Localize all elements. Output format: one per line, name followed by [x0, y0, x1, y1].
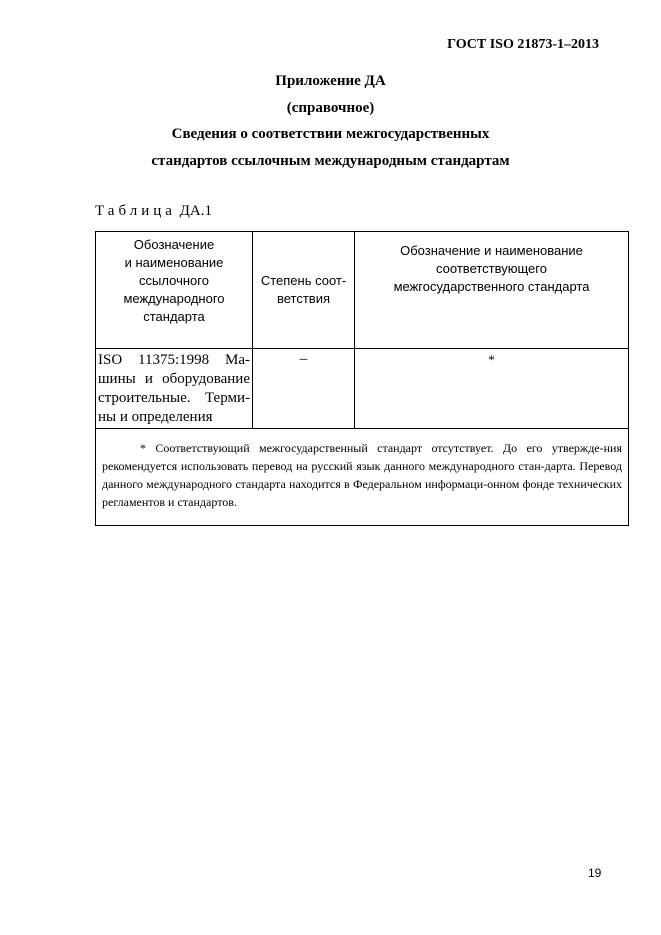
appendix-type: (справочное): [286, 100, 375, 116]
header-col3-line: Обозначение и наименование: [400, 243, 583, 258]
cell-degree: –: [253, 349, 355, 429]
table-row: [96, 349, 629, 429]
table-footnote-row: [96, 429, 629, 526]
footnote-cell: [96, 429, 629, 526]
header-interstate-standard: [355, 232, 629, 349]
table-caption: [95, 203, 212, 220]
header-col2-line: Степень соот-: [260, 273, 347, 288]
footnote-text: * Соответствующий межгосударственный стандарт отсутствует. До его утвержде-ния рекомендуется использовать перевод на русский язык данного международного стан-дарта. Перевод данного международного стандарта находится в Федеральном информаци-онном фонде технических регламентов и стандартов.: [102, 441, 622, 509]
document-code: ГОСТ ISO 21873-1–2013: [447, 37, 599, 52]
cell-reference-standard: ISO 11375:1998 Ма-шины и оборудование строительные. Терми-ны и определения: [96, 349, 253, 429]
cell-interstate-standard: *: [355, 349, 629, 429]
header-col1-line: Обозначение: [133, 237, 215, 252]
section-heading-line1: Сведения о соответствии межгосударственных: [171, 126, 490, 142]
header-degree-of-conformity: [253, 232, 355, 349]
section-heading-line2: стандартов ссылочным международным стандартам: [151, 153, 510, 169]
header-col3-line: соответствующего: [436, 261, 547, 276]
appendix-title: Приложение ДА: [275, 73, 386, 89]
header-col1-line: ссылочного: [139, 273, 209, 288]
conformity-table: [95, 231, 629, 526]
table-header-row: [96, 232, 629, 349]
table-caption-label: Таблица: [95, 203, 176, 219]
header-col3-line: межгосударственного стандарта: [393, 279, 590, 294]
page-number: 19: [588, 866, 602, 880]
table-caption-number: ДА.1: [179, 203, 212, 219]
header-col2-line: ветствия: [276, 291, 331, 306]
header-reference-standard: [96, 232, 253, 349]
header-col1-line: стандарта: [143, 309, 205, 324]
header-col1-line: и наименование: [124, 255, 224, 270]
header-col1-line: международного: [123, 291, 225, 306]
